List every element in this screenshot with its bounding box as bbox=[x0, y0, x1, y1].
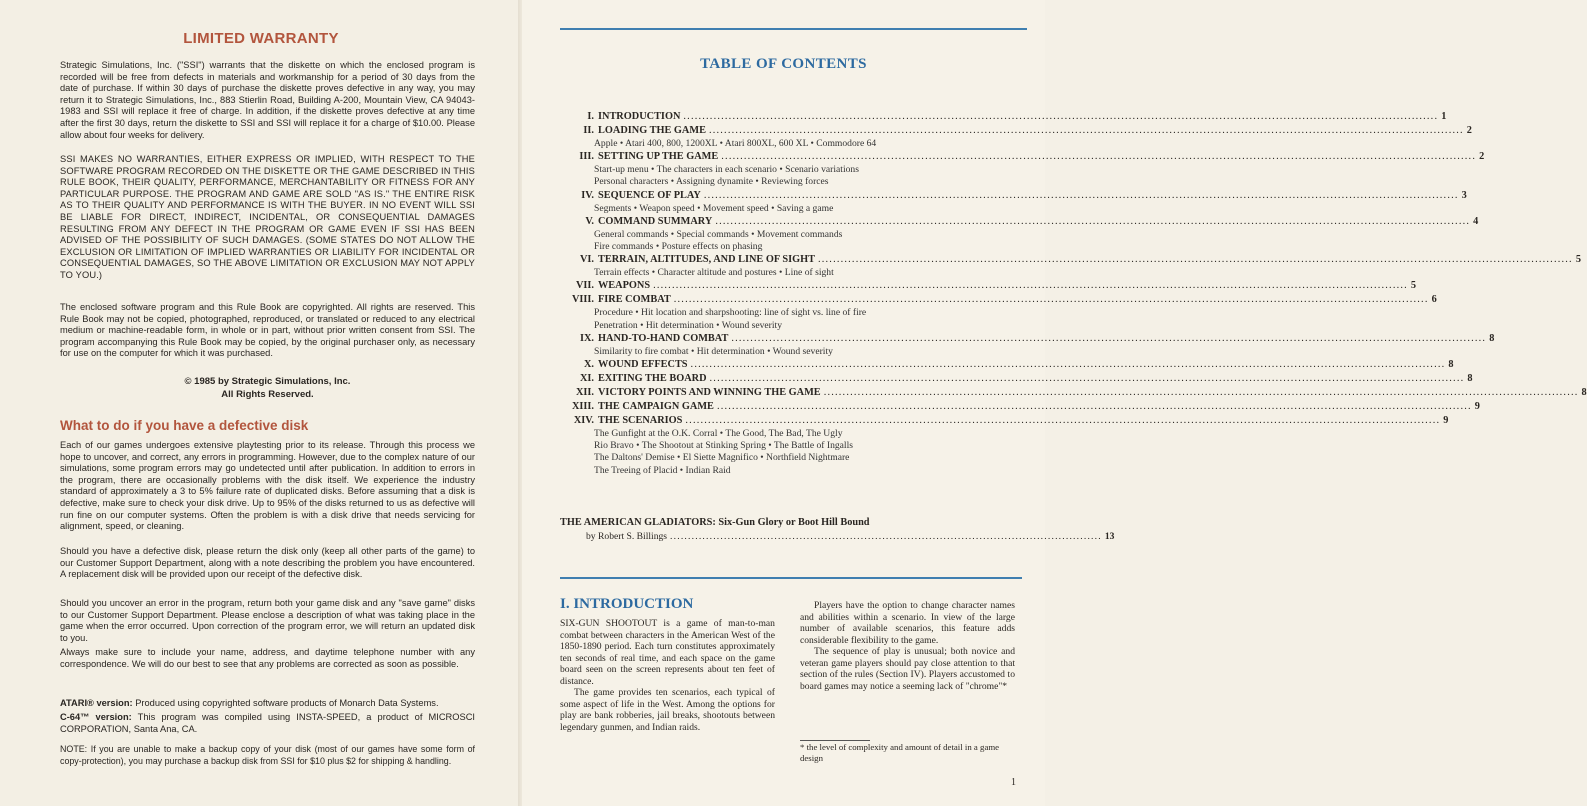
defective-paragraph-3: Should you uncover an error in the program, return both your game disk and any "save game" disks to our Customer Support Department. Please enclose a description of what was taking place in the game when the error occurred. Upon correction of the program error, we will return an updated disk to you. bbox=[60, 598, 475, 643]
toc-subtopic-line: Terrain effects • Character altitude and postures • Line of sight bbox=[594, 267, 834, 279]
toc-entry bbox=[560, 358, 1454, 372]
toc-number: XIV. bbox=[573, 415, 594, 427]
toc-entry bbox=[560, 215, 1479, 253]
toc-entry bbox=[560, 110, 1447, 124]
toc-entry bbox=[560, 124, 1472, 150]
intro-paragraph-3: Players have the option to change character names and abilities within a scenario. In view of the large number of available scenarios, this feature adds considerable flexibility to the game. bbox=[800, 600, 1015, 646]
intro-column-right bbox=[800, 600, 1015, 692]
defective-disk-heading: What to do if you have a defective disk bbox=[60, 418, 309, 433]
toc-entry-title: FIRE COMBAT bbox=[598, 294, 671, 306]
toc-entry-title: SETTING UP THE GAME bbox=[598, 151, 719, 163]
toc-entry bbox=[560, 414, 1449, 477]
toc-subtopic-line: The Treeing of Placid • Indian Raid bbox=[594, 464, 731, 476]
backup-note: NOTE: If you are unable to make a backup copy of your disk (most of our games have some form of copy-protection), you may purchase a backup disk from SSI for $10 plus $2 for shipping & handling. bbox=[60, 744, 475, 766]
toc-number: VIII. bbox=[571, 294, 594, 306]
toc-page-number: 8 bbox=[1581, 387, 1587, 399]
toc-entry bbox=[560, 189, 1467, 215]
warranty-paragraph-1: Strategic Simulations, Inc. ("SSI") warrants that the diskette on which the enclosed program is recorded will be free from defects in materials and workmanship for a period of 30 days from the date of purchase. If within 30 days of purchase the diskette proves defective in any way, you may return it to Strategic Simulations, Inc., 883 Stierlin Road, Building A-200, Mountain View, CA 94043-1983 and SSI will replace it free of charge. In addition, if the diskette proves defective at any time after the first 30 days, return the diskette to SSI and SSI will replace it for a charge of $10.00. Please allow about four weeks for delivery. bbox=[60, 60, 475, 140]
toc-entry-title: VICTORY POINTS AND WINNING THE GAME bbox=[598, 387, 821, 399]
toc-page-number: 8 bbox=[1448, 359, 1454, 371]
toc-number: VI. bbox=[579, 254, 594, 266]
toc-number: XIII. bbox=[571, 401, 594, 413]
rights-line: All Rights Reserved. bbox=[221, 389, 314, 400]
toc-subtopics bbox=[560, 203, 1020, 215]
leader-dots: ........................................................................................................................................................................................................ bbox=[716, 401, 1472, 413]
toc-entry bbox=[560, 293, 1437, 331]
toc-page-number: 6 bbox=[1431, 294, 1437, 306]
toc-entry-title: COMMAND SUMMARY bbox=[598, 215, 713, 227]
leader-dots: ........................................................................................................................................................................................................ bbox=[823, 387, 1579, 399]
footnote-rule bbox=[800, 740, 870, 741]
toc-subtopic-line: Start-up menu • The characters in each scenario • Scenario variations bbox=[594, 164, 859, 176]
toc-subtopic-line: Personal characters • Assigning dynamite • Reviewing forces bbox=[594, 176, 829, 188]
toc-entry bbox=[560, 400, 1480, 414]
toc-subtopic-line: Rio Bravo • The Shootout at Stinking Spring • The Battle of Ingalls bbox=[594, 440, 853, 452]
leader-dots: ........................................................................................................................................................................................................ bbox=[683, 111, 1439, 122]
leader-dots: ........................................................................................................................................................................................................ bbox=[721, 151, 1477, 163]
left-page bbox=[0, 0, 522, 806]
introduction-heading: I. INTRODUCTION bbox=[560, 596, 694, 612]
table-of-contents bbox=[560, 110, 1587, 477]
toc-entry-title: INTRODUCTION bbox=[598, 111, 681, 122]
leader-dots: ........................................................................................................................................................................................................ bbox=[708, 125, 1464, 136]
toc-subtopics bbox=[560, 307, 1020, 331]
toc-number: X. bbox=[583, 359, 594, 371]
toc-entry bbox=[560, 386, 1587, 400]
toc-number: II. bbox=[583, 125, 594, 136]
intro-paragraph-1: is a game of man-to-man combat between characters in the American West of the 1850-1890 period. Each turn constitutes approximately ten seconds of real time, and each space on the game board seen on the screen represents about ten feet of distance. bbox=[560, 618, 775, 687]
toc-subtopic-line: Fire commands • Posture effects on phasing bbox=[594, 241, 763, 253]
toc-page-number: 5 bbox=[1410, 280, 1417, 292]
leader-dots: ........................................................................................................................................................................................................ bbox=[703, 189, 1459, 201]
toc-subtopic-line: Procedure • Hit location and sharpshooting: line of sight vs. line of fire bbox=[594, 307, 867, 319]
toc-subtopics bbox=[560, 164, 1020, 188]
toc-page-number: 8 bbox=[1489, 332, 1495, 344]
leader-dots: ........................................................................................................................................................................................................ bbox=[731, 332, 1487, 344]
toc-number: V. bbox=[585, 215, 594, 227]
toc-subtopic-line: Similarity to fire combat • Hit determination • Wound severity bbox=[594, 345, 833, 357]
toc-page-number: 4 bbox=[1473, 215, 1479, 227]
toc-entry bbox=[560, 279, 1417, 293]
toc-number: III. bbox=[579, 151, 594, 163]
toc-entry-title: WEAPONS bbox=[598, 280, 651, 292]
c64-version-note bbox=[60, 712, 475, 735]
toc-subtopics bbox=[560, 138, 1020, 150]
section-rule bbox=[560, 577, 1022, 579]
gladiators-author: by Robert S. Billings bbox=[586, 531, 668, 542]
leader-dots: ........................................................................................................................................................................................................ bbox=[715, 215, 1471, 227]
toc-number: IX. bbox=[579, 332, 594, 344]
toc-entry-title: THE CAMPAIGN GAME bbox=[598, 401, 714, 413]
top-rule bbox=[560, 28, 1027, 30]
toc-subtopics bbox=[560, 346, 1020, 358]
toc-entry bbox=[560, 150, 1485, 188]
toc-number: IV. bbox=[581, 189, 594, 201]
toc-entry-title: WOUND EFFECTS bbox=[598, 359, 688, 371]
toc-page-number: 8 bbox=[1467, 373, 1473, 385]
page-number: 1 bbox=[1011, 777, 1016, 788]
intro-column-left bbox=[560, 618, 775, 733]
defective-paragraph-2: Should you have a defective disk, please return the disk only (keep all other parts of the game) to our Customer Support Department, along with a note describing the problem you have encountered. A replacement disk will be provided upon our receipt of the defective disk. bbox=[60, 546, 475, 580]
toc-number: XI. bbox=[579, 373, 594, 385]
toc-page-number: 9 bbox=[1474, 401, 1480, 413]
leader-dots: ........................................................................................................................................................................................................ bbox=[690, 359, 1446, 371]
gladiators-title: THE AMERICAN GLADIATORS: Six-Gun Glory or Boot Hill Bound bbox=[560, 517, 870, 528]
copyright-line: © 1985 by Strategic Simulations, Inc. bbox=[184, 376, 351, 387]
defective-paragraph-4: Always make sure to include your name, address, and daytime telephone number with any correspondence. We will do our best to see that any problems are corrected as soon as possible. bbox=[60, 647, 475, 669]
toc-subtopics bbox=[560, 428, 1020, 477]
warranty-disclaimer: SSI MAKES NO WARRANTIES, EITHER EXPRESS OR IMPLIED, WITH RESPECT TO THE SOFTWARE PROGRAM RECORDED ON THE DISKETTE OR THE GAME DESCRIBED IN THIS RULE BOOK, THEIR QUALITY, PERFORMANCE, MERCHANTABILITY OR FITNESS FOR ANY PARTICULAR PURPOSE. THE PROGRAM AND GAME ARE SOLD "AS IS." THE ENTIRE RISK AS TO THEIR QUALITY AND PERFORMANCE IS WITH THE BUYER. IN NO EVENT WILL SSI BE LIABLE FOR DIRECT, INDIRECT, INCIDENTAL, OR CONSEQUENTIAL DAMAGES RESULTING FROM ANY DEFECT IN THE PROGRAM OR GAME EVEN IF SSI HAS BEEN ADVISED OF THE POSSIBILITY OF SUCH DAMAGES. (SOME STATES DO NOT ALLOW THE EXCLUSION OR LIMITATION OF IMPLIED WARRANTIES OR LIABILITY FOR INCIDENTAL OR CONSEQUENTIAL DAMAGES, SO THE ABOVE LIMITATION OR EXCLUSION MAY NOT APPLY TO YOU.) bbox=[60, 154, 475, 280]
defective-paragraph-1: Each of our games undergoes extensive playtesting prior to its release. Through this process we hope to uncover, and correct, any errors in programming. However, due to the complex nature of our simulations, some program errors may go undetected until after publication. In addition to errors in the program, there are occasionally problems with the disk itself. We experience the industry standard of approximately a 3 to 5% failure rate of duplicated disks. Before assuming that a disk is defective, make sure to check your disk drive. Up to 95% of the disks returned to us as defective will run fine on our computer systems. Often the problem is with a disk drive that needs servicing for alignment, speed, or cleaning. bbox=[60, 440, 475, 532]
toc-subtopic-line: The Daltons' Demise • El Siette Magnifico • Northfield Nightmare bbox=[594, 452, 850, 464]
leader-dots: ........................................................................................................................................................................................................ bbox=[685, 415, 1441, 427]
toc-subtopic-line: General commands • Special commands • Movement commands bbox=[594, 228, 843, 240]
c64-version-label: C-64™ version: bbox=[60, 712, 132, 722]
footnote: * the level of complexity and amount of detail in a game design bbox=[800, 742, 1000, 763]
toc-number: XII. bbox=[575, 387, 594, 399]
toc-entry bbox=[560, 332, 1495, 358]
toc-entry-title: THE SCENARIOS bbox=[598, 415, 683, 427]
toc-subtopics bbox=[560, 229, 1020, 253]
atari-version-label: ATARI® version: bbox=[60, 698, 133, 708]
intro-paragraph-4: The sequence of play is unusual; both novice and veteran game players should pay close attention to that section of the rules (Section IV). Players accustomed to board games may notice a seeming lack of "chrome"* bbox=[800, 646, 1015, 692]
toc-title: TABLE OF CONTENTS bbox=[700, 56, 867, 72]
toc-page-number: 3 bbox=[1461, 189, 1467, 201]
intro-lead: SIX-GUN SHOOTOUT bbox=[560, 618, 658, 629]
copyright-paragraph: The enclosed software program and this Rule Book are copyrighted. All rights are reserved. This Rule Book may not be copied, photographed, reproduced, or translated or reduced to any electrical medium or machine-readable form, in whole or in part, without prior written consent from SSI. The program accompanying this Rule Book may be copied, by the original purchaser only, as necessary for use on the computer for which it was purchased. bbox=[60, 302, 475, 359]
toc-entry bbox=[560, 253, 1581, 279]
toc-entry-title: TERRAIN, ALTITUDES, AND LINE OF SIGHT bbox=[598, 254, 815, 266]
leader-dots: ........................................................................................................................................................................................................ bbox=[673, 294, 1429, 306]
c64-version-text: This program was compiled using INSTA-SPEED, a product of MICROSCI CORPORATION, Santa Ana, CA. bbox=[60, 712, 475, 734]
toc-page-number: 2 bbox=[1479, 151, 1485, 163]
toc-subtopic-line: The Gunfight at the O.K. Corral • The Good, The Bad, The Ugly bbox=[594, 428, 843, 440]
gladiators-page: 13 bbox=[1104, 531, 1115, 542]
toc-subtopic-line: Segments • Weapon speed • Movement speed • Saving a game bbox=[594, 202, 834, 214]
leader-dots: ........................................................................................................................................................................................................ bbox=[817, 254, 1573, 266]
atari-version-note bbox=[60, 698, 475, 710]
toc-page-number: 2 bbox=[1466, 125, 1472, 136]
gladiators-entry bbox=[560, 516, 1115, 544]
toc-entry-title: SEQUENCE OF PLAY bbox=[598, 189, 701, 201]
leader-dots: ........................................................................................................................ bbox=[670, 531, 1102, 542]
toc-page-number: 1 bbox=[1441, 111, 1447, 122]
toc-number: I. bbox=[587, 111, 594, 122]
toc-page-number: 9 bbox=[1443, 415, 1449, 427]
toc-number: VII. bbox=[575, 280, 594, 292]
toc-subtopic-line: Penetration • Hit determination • Wound severity bbox=[594, 319, 783, 331]
leader-dots: ........................................................................................................................................................................................................ bbox=[709, 373, 1465, 385]
toc-entry bbox=[560, 372, 1473, 386]
toc-subtopics bbox=[560, 267, 1020, 279]
toc-subtopic-line: Apple • Atari 400, 800, 1200XL • Atari 800XL, 600 XL • Commodore 64 bbox=[594, 138, 877, 149]
intro-paragraph-2: The game provides ten scenarios, each typical of some aspect of life in the West. Among the options for play are bank robberies, jail breaks, shootouts between legendary gunmen, and Indian raids. bbox=[560, 687, 775, 733]
toc-entry-title: HAND-TO-HAND COMBAT bbox=[598, 332, 729, 344]
warranty-title: LIMITED WARRANTY bbox=[183, 30, 339, 47]
atari-version-text: Produced using copyrighted software products of Monarch Data Systems. bbox=[132, 698, 439, 708]
leader-dots: ........................................................................................................................................................................................................ bbox=[653, 280, 1408, 292]
toc-entry-title: EXITING THE BOARD bbox=[598, 373, 707, 385]
toc-page-number: 5 bbox=[1575, 254, 1581, 266]
toc-entry-title: LOADING THE GAME bbox=[598, 125, 706, 136]
